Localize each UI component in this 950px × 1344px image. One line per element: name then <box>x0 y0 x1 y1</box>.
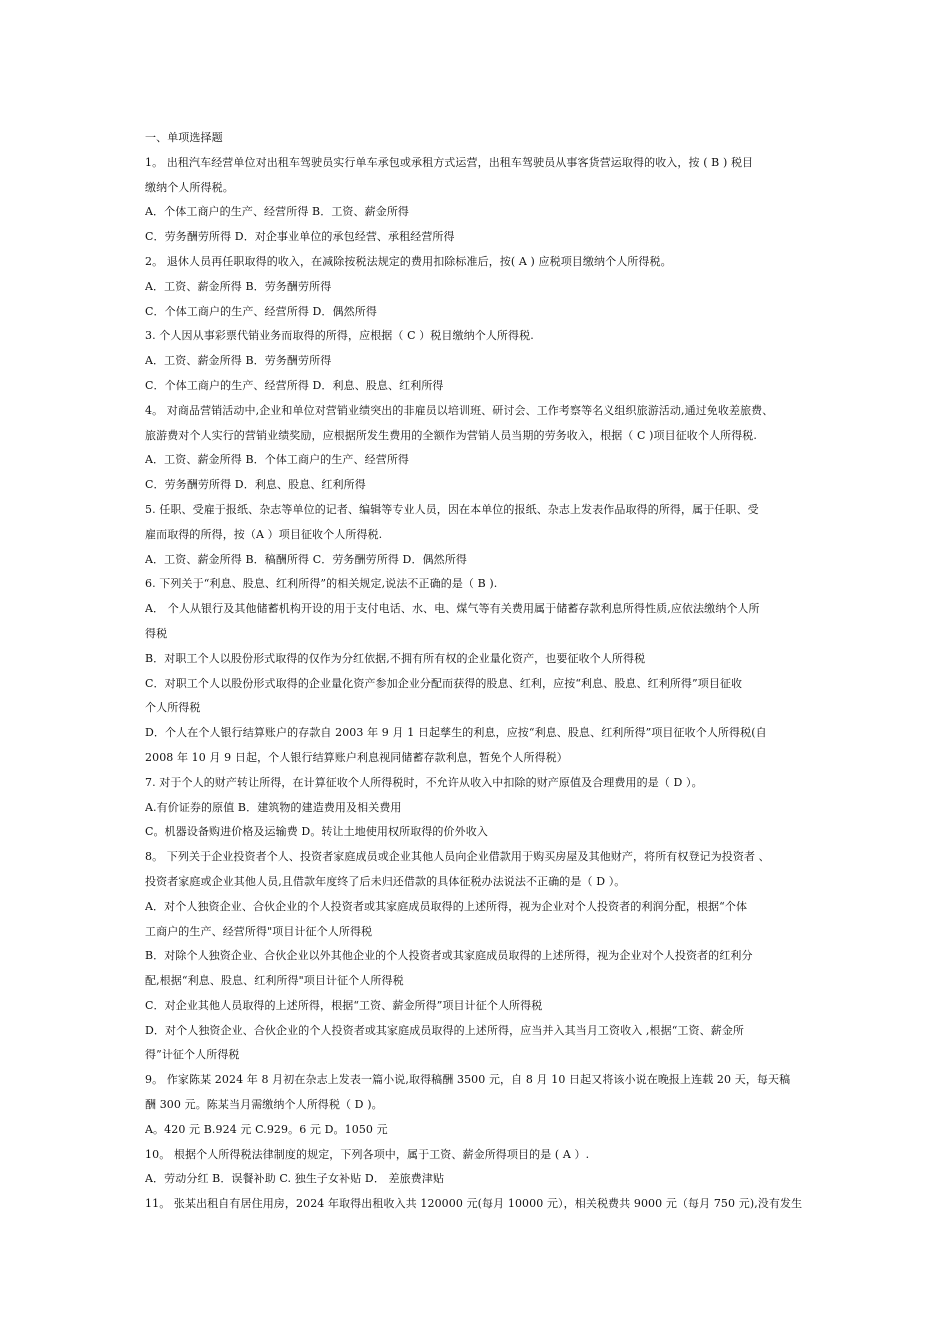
text-line: B．对职工个人以股份形式取得的仅作为分红依据,不拥有所有权的企业量化资产，也要征收个人所得税 <box>145 651 646 665</box>
text-line: 3. 个人因从事彩票代销业务而取得的所得，应根据（ C ）税目缴纳个人所得税. <box>145 329 534 343</box>
text-line: 4。 对商品营销活动中,企业和单位对营销业绩突出的非雇员以培训班、研讨会、工作考察等名义组织旅游活动,通过免收差旅费、 <box>145 403 774 417</box>
text-line: C．对企业其他人员取得的上述所得，根据“工资、薪金所得”项目计征个人所得税 <box>145 998 543 1012</box>
text-line: 7. 对于个人的财产转让所得，在计算征收个人所得税时，不允许从收入中扣除的财产原值及合理费用的是（ D ）。 <box>145 775 703 789</box>
text-line: B．对除个人独资企业、合伙企业以外其他企业的个人投资者或其家庭成员取得的上述所得，视为企业对个人投资者的红利分 <box>145 949 753 963</box>
text-line: 1。 出租汽车经营单位对出租车驾驶员实行单车承包或承租方式运营，出租车驾驶员从事客货营运取得的收入，按 ( B ) 税目 <box>145 155 754 169</box>
text-line: 11。 张某出租自有居住用房，2024 年取得出租收入共 120000 元(每月 10000 元），相关税费共 9000 元（每月 750 元),没有发生 <box>145 1197 803 1211</box>
text-line: C．个体工商户的生产、经营所得 D．偶然所得 <box>145 304 377 318</box>
text-line: 个人所得税 <box>145 701 201 715</box>
text-line: 配,根据“利息、股息、红利所得"项目计征个人所得税 <box>145 974 404 988</box>
text-line: 酬 300 元。陈某当月需缴纳个人所得税（ D )。 <box>145 1098 383 1112</box>
text-line: C．个体工商户的生产、经营所得 D．利息、股息、红利所得 <box>145 378 444 392</box>
text-line: 缴纳个人所得税。 <box>145 180 234 194</box>
text-line: A．工资、薪金所得 B．稿酬所得 C．劳务酬劳所得 D．偶然所得 <box>145 552 467 566</box>
text-line: C．对职工个人以股份形式取得的企业量化资产参加企业分配而获得的股息、红利，应按“利息、股息、红利所得”项目征收 <box>145 676 743 690</box>
text-line: A．对个人独资企业、合伙企业的个人投资者或其家庭成员取得的上述所得，视为企业对个人投资者的利润分配，根据“个体 <box>145 899 748 913</box>
text-line: 得”计征个人所得税 <box>145 1048 240 1062</box>
text-line: 得税 <box>145 626 168 640</box>
text-line: A． 个人从银行及其他储蓄机构开设的用于支付电话、水、电、煤气等有关费用属于储蓄存款利息所得性质,应依法缴纳个人所 <box>145 602 760 616</box>
text-line: C．劳务酬劳所得 D．利息、股息、红利所得 <box>145 478 366 492</box>
text-line: A．工资、薪金所得 B．劳务酬劳所得 <box>145 354 332 368</box>
text-line: C．劳务酬劳所得 D．对企事业单位的承包经营、承租经营所得 <box>145 230 455 244</box>
text-line: D．个人在个人银行结算账户的存款自 2003 年 9 月 1 日起孳生的利息，应按“利息、股息、红利所得”项目征收个人所得税(自 <box>145 726 767 740</box>
text-line: 投资者家庭或企业其他人员,且借款年度终了后未归还借款的具体征税办法说法不正确的是（ D ）。 <box>145 874 626 888</box>
text-line: 旅游费对个人实行的营销业绩奖励，应根据所发生费用的全额作为营销人员当期的劳务收入，根据（ C )项目征收个人所得税. <box>145 428 757 442</box>
text-line: 9。 作家陈某 2024 年 8 月初在杂志上发表一篇小说,取得稿酬 3500 元，自 8 月 10 日起又将该小说在晚报上连载 20 天，每天稿 <box>145 1073 791 1087</box>
text-line: A．工资、薪金所得 B．劳务酬劳所得 <box>145 279 332 293</box>
text-line: 10。 根据个人所得税法律制度的规定，下列各项中，属于工资、薪金所得项目的是 ( A ）. <box>145 1147 590 1161</box>
text-line: A．工资、薪金所得 B．个体工商户的生产、经营所得 <box>145 453 410 467</box>
text-line: 2。 退休人员再任职取得的收入，在减除按税法规定的费用扣除标准后，按( A ) 应税项目缴纳个人所得税。 <box>145 254 672 268</box>
text-line: A．个体工商户的生产、经营所得 B．工资、薪金所得 <box>145 205 410 219</box>
text-line: A．劳动分红 B．误餐补助 C. 独生子女补贴 D． 差旅费津贴 <box>145 1172 445 1186</box>
text-line: A.有价证券的原值 B．建筑物的建造费用及相关费用 <box>145 800 402 814</box>
text-line: 2008 年 10 月 9 日起，个人银行结算账户利息视同储蓄存款利息，暂免个人所得税） <box>145 750 568 764</box>
text-line: D．对个人独资企业、合伙企业的个人投资者或其家庭成员取得的上述所得，应当并入其当月工资收入 ,根据“工资、薪金所 <box>145 1023 745 1037</box>
text-line: 5. 任职、受雇于报纸、杂志等单位的记者、编辑等专业人员，因在本单位的报纸、杂志上发表作品取得的所得，属于任职、受 <box>145 502 759 516</box>
text-line: 工商户的生产、经营所得"项目计征个人所得税 <box>145 924 373 938</box>
text-line: C。机器设备购进价格及运输费 D。转让土地使用权所取得的价外收入 <box>145 825 488 839</box>
text-line: 雇而取得的所得，按（A ）项目征收个人所得税. <box>145 527 383 541</box>
document-body <box>145 126 813 1217</box>
text-line: 6. 下列关于“利息、股息、红利所得”的相关规定,说法不正确的是（ B ). <box>145 577 498 591</box>
text-line: 8。 下列关于企业投资者个人、投资者家庭成员或企业其他人员向企业借款用于购买房屋及其他财产，将所有权登记为投资者 、 <box>145 850 770 864</box>
text-line: A。420 元 B.924 元 C.929。6 元 D。1050 元 <box>145 1122 388 1136</box>
section-heading: 一、单项选择题 <box>145 131 223 144</box>
